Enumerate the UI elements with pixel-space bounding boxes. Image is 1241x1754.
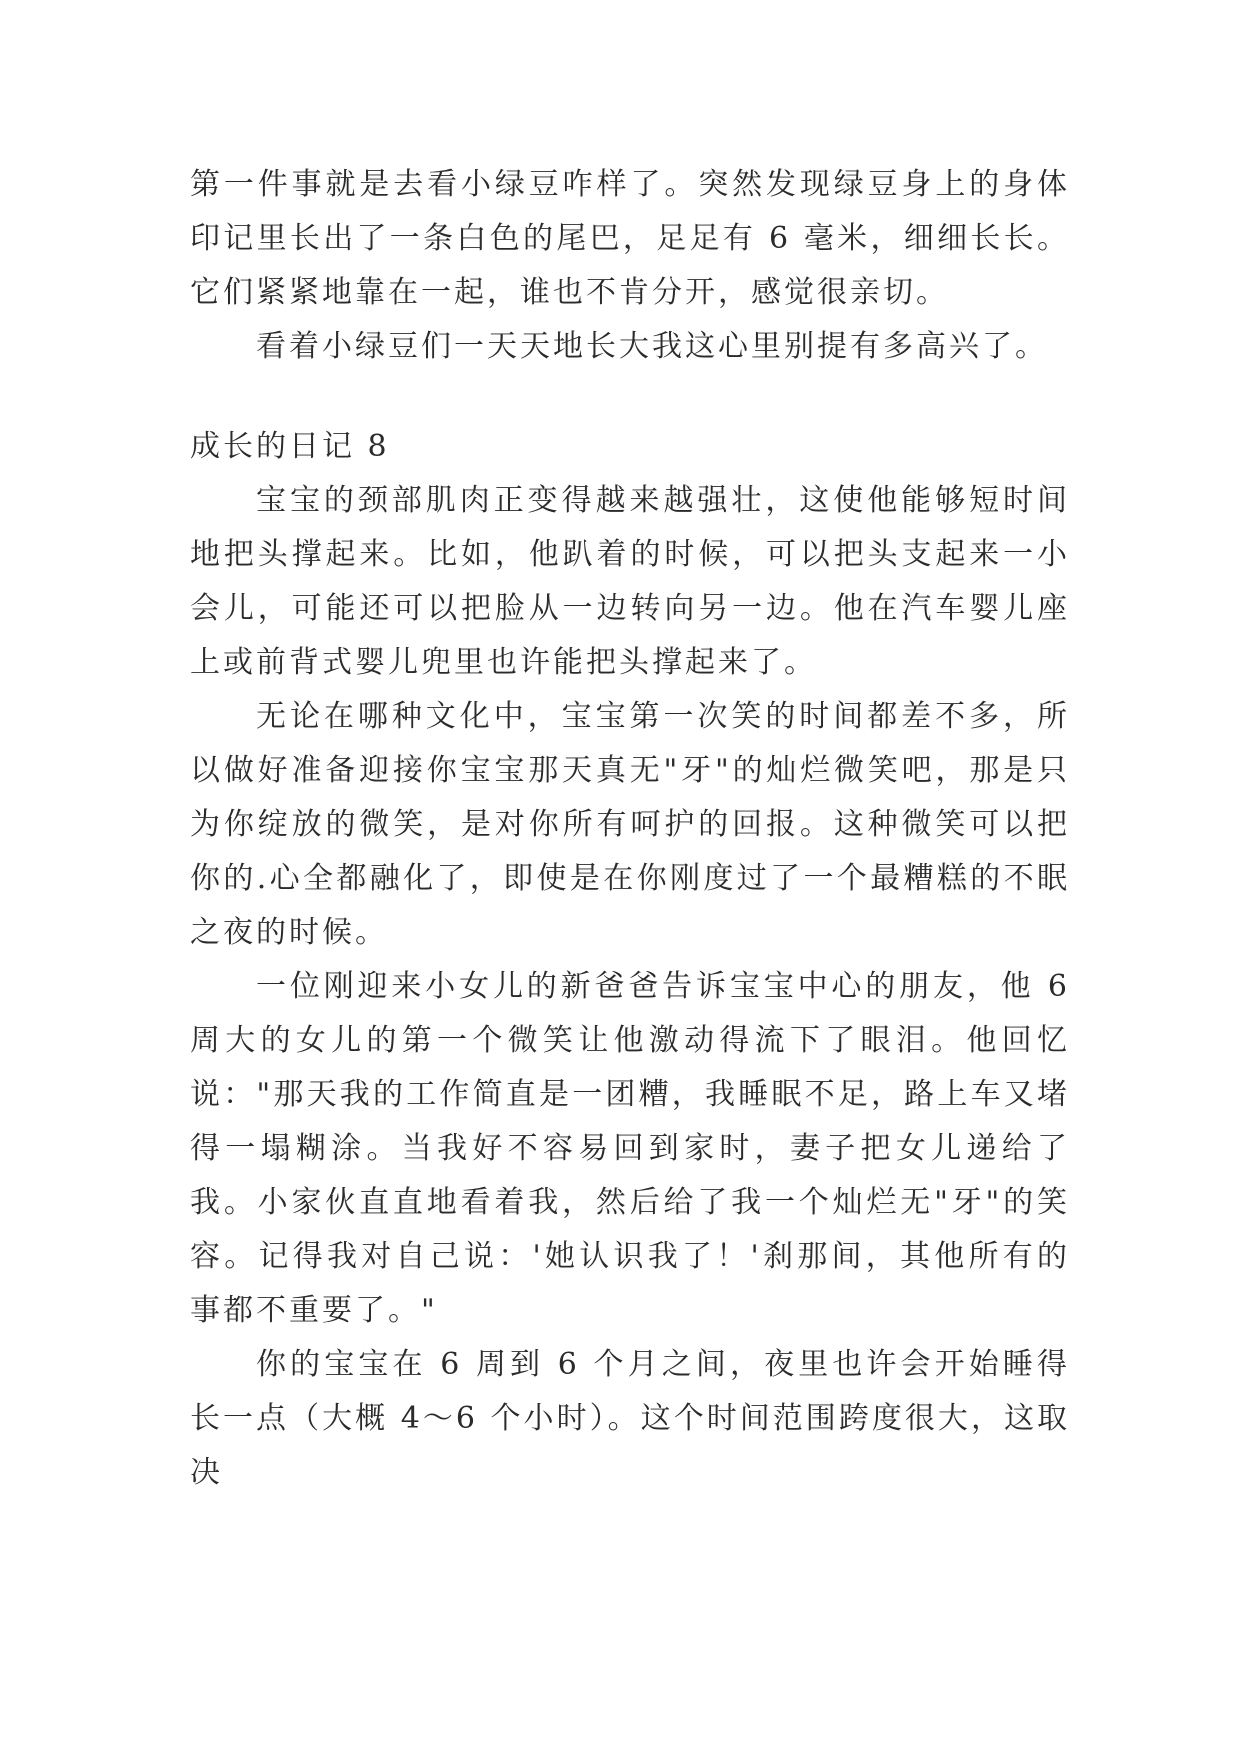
body-paragraph: 宝宝的颈部肌肉正变得越来越强壮，这使他能够短时间地把头撑起来。比如，他趴着的时候，可以把头支起来一小会儿，可能还可以把脸从一边转向另一边。他在汽车婴儿座上或前背式婴儿兜里也许能把头撑起来了。 <box>190 483 1070 680</box>
document-body <box>190 158 1070 1500</box>
body-paragraph: 你的宝宝在 6 周到 6 个月之间，夜里也许会开始睡得长一点（大概 4～6 个小时）。这个时间范围跨度很大，这取决 <box>190 1347 1070 1490</box>
continuation-paragraph: 第一件事就是去看小绿豆咋样了。突然发现绿豆身上的身体印记里长出了一条白色的尾巴，足足有 6 毫米，细细长长。它们紧紧地靠在一起，谁也不肯分开，感觉很亲切。 <box>190 167 1070 310</box>
body-paragraph: 无论在哪种文化中，宝宝第一次笑的时间都差不多，所以做好准备迎接你宝宝那天真无"牙"的灿烂微笑吧，那是只为你绽放的微笑，是对你所有呵护的回报。这种微笑可以把你的.心全都融化了，即使是在你刚度过了一个最糟糕的不眠之夜的时候。 <box>190 699 1070 950</box>
continuation-closing-paragraph: 看着小绿豆们一天天地长大我这心里别提有多高兴了。 <box>256 329 1048 364</box>
body-paragraph: 一位刚迎来小女儿的新爸爸告诉宝宝中心的朋友，他 6 周大的女儿的第一个微笑让他激动得流下了眼泪。他回忆说："那天我的工作简直是一团糟，我睡眠不足，路上车又堵得一塌糊涂。当我好不容易回到家时，妻子把女儿递给了我。小家伙直直地看着我，然后给了我一个灿烂无"牙"的笑容。记得我对自己说：'她认识我了！'刹那间，其他所有的事都不重要了。" <box>190 969 1070 1328</box>
section-title: 成长的日记 8 <box>190 429 390 464</box>
section-gap <box>190 374 1070 420</box>
